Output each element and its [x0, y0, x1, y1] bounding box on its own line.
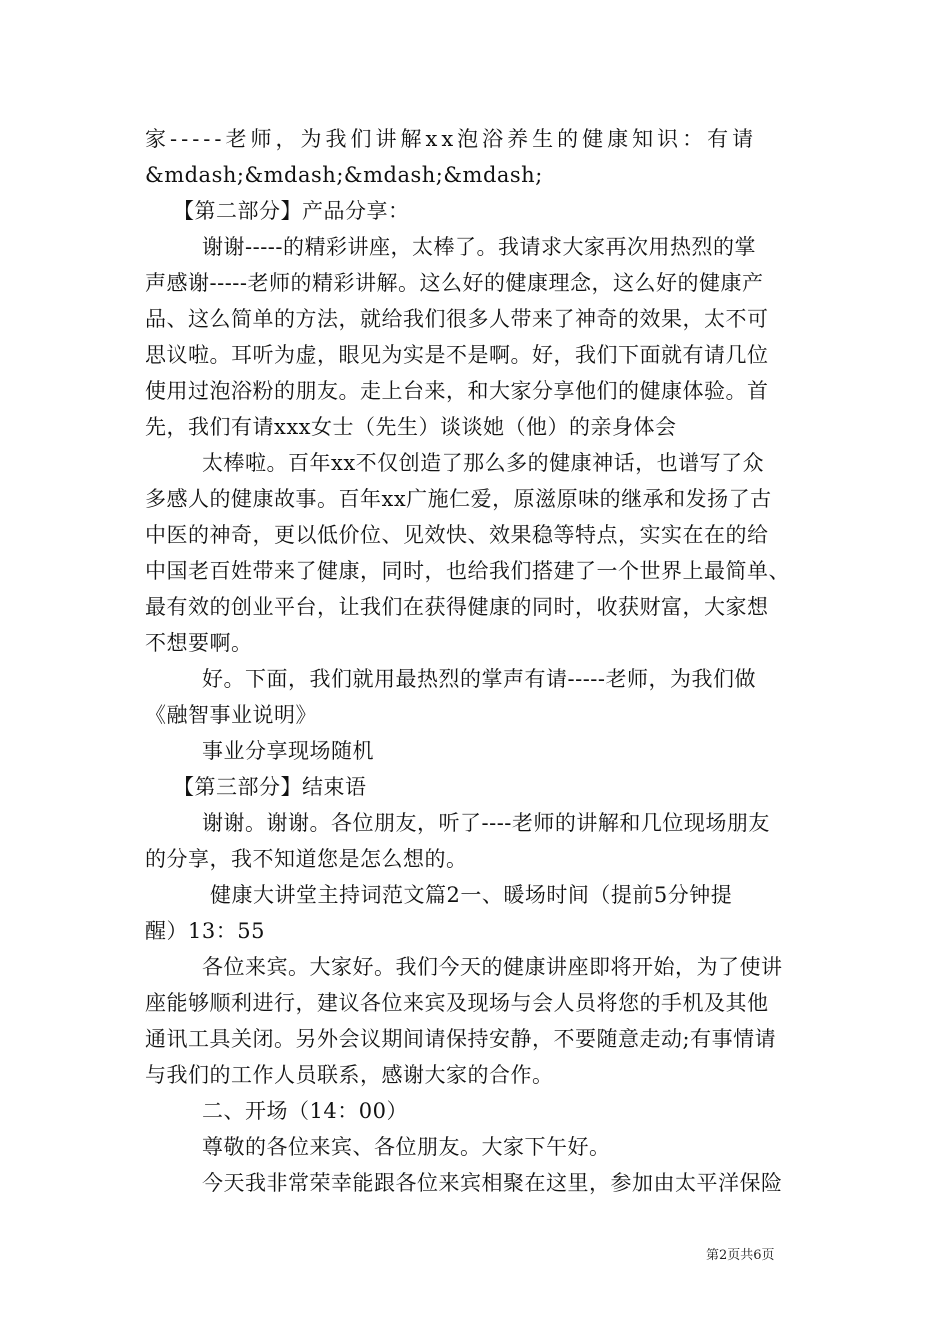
- text-line: 谢谢。谢谢。各位朋友，听了----老师的讲解和几位现场朋友: [202, 811, 770, 835]
- text-line: 的分享，我不知道您是怎么想的。: [145, 847, 468, 871]
- text-line: 中医的神奇，更以低价位、见效快、效果稳等特点，实实在在的给: [145, 523, 769, 547]
- section-heading: 健康大讲堂主持词范文篇2一、暖场时间（提前5分钟提: [210, 883, 733, 907]
- text-line: 通讯工具关闭。另外会议期间请保持安静，不要随意走动;有事情请: [145, 1027, 777, 1051]
- text-line: 使用过泡浴粉的朋友。走上台来，和大家分享他们的健康体验。首: [145, 379, 769, 403]
- text-line: 今天我非常荣幸能跟各位来宾相聚在这里，参加由太平洋保险: [202, 1171, 783, 1195]
- text-line: 事业分享现场随机: [202, 739, 374, 763]
- text-line: 座能够顺利进行，建议各位来宾及现场与会人员将您的手机及其他: [145, 991, 769, 1015]
- text-line: 声感谢-----老师的精彩讲解。这么好的健康理念，这么好的健康产: [145, 271, 764, 295]
- text-line: 谢谢-----的精彩讲座，太棒了。我请求大家再次用热烈的掌: [202, 235, 756, 259]
- text-line: 思议啦。耳听为虚，眼见为实是不是啊。好，我们下面就有请几位: [145, 343, 769, 367]
- text-line: 各位来宾。大家好。我们今天的健康讲座即将开始，为了使讲: [202, 955, 783, 979]
- text-line: 《融智事业说明》: [145, 703, 317, 727]
- text-line: 中国老百姓带来了健康，同时，也给我们搭建了一个世界上最简单、: [145, 559, 790, 583]
- text-line: 品、这么简单的方法，就给我们很多人带来了神奇的效果，太不可: [145, 307, 769, 331]
- text-line: 最有效的创业平台，让我们在获得健康的同时，收获财富，大家想: [145, 595, 769, 619]
- text-line: 醒）13：55: [145, 919, 265, 943]
- text-line: 家-----老师，为我们讲解xx泡浴养生的健康知识：有请: [145, 127, 758, 151]
- text-line: 不想要啊。: [145, 631, 253, 655]
- text-line: 多感人的健康故事。百年xx广施仁爱，原滋原味的继承和发扬了古: [145, 487, 772, 511]
- page-number: 第2页共6页: [706, 1248, 775, 1263]
- section-heading: 二、开场（14：00）: [202, 1099, 408, 1123]
- text-line: 与我们的工作人员联系，感谢大家的合作。: [145, 1063, 554, 1087]
- text-line: 太棒啦。百年xx不仅创造了那么多的健康神话，也谱写了众: [202, 451, 765, 475]
- section-heading: 【第二部分】产品分享：: [173, 199, 410, 223]
- text-line: 尊敬的各位来宾、各位朋友。大家下午好。: [202, 1135, 611, 1159]
- text-line: &mdash;&mdash;&mdash;&mdash;: [145, 163, 543, 187]
- section-heading: 【第三部分】结束语: [173, 775, 367, 799]
- text-line: 好。下面，我们就用最热烈的掌声有请-----老师，为我们做: [202, 667, 756, 691]
- text-line: 先，我们有请xxx女士（先生）谈谈她（他）的亲身体会: [145, 415, 677, 439]
